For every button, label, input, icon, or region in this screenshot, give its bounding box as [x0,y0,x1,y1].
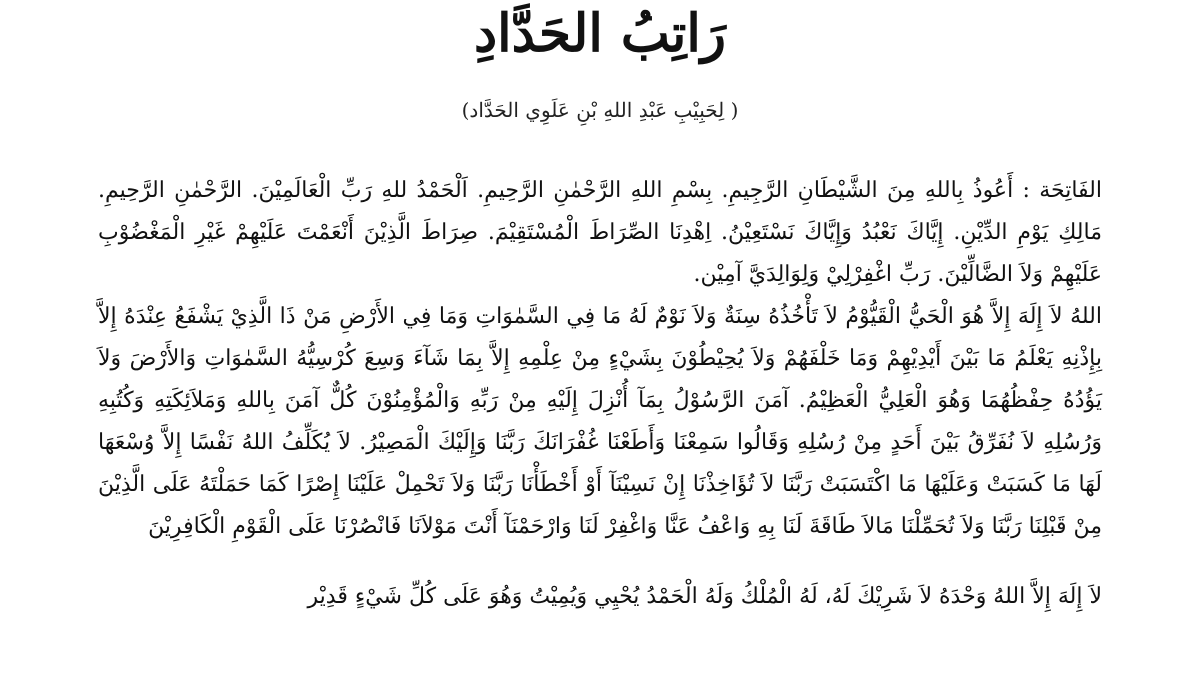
text-body [98,170,1102,618]
tahlil-paragraph: لاَ إِلَهَ إِلاَّ اللهُ وَحْدَهُ لاَ شَرِيْكَ لَهُ، لَهُ الْمُلْكُ وَلَهُ الْحَمْدُ يُحْيِي وَيُمِيْتُ وَهُوَ عَلَى كُلِّ شَيْءٍ قَدِيْر [307,584,1102,609]
fatiha-paragraph: الفَاتِحَة : أَعُوذُ بِاللهِ مِنَ الشَّيْطَانِ الرَّجِيمِ. بِسْمِ اللهِ الرَّحْمٰنِ الرَّحِيمِ. اَلْحَمْدُ للهِ رَبِّ الْعَالَمِيْنَ. الرَّحْمٰنِ الرَّحِيمِ. مَالِكِ يَوْمِ الدِّيْنِ. إِيَّاكَ نَعْبُدُ وَإِيَّاكَ نَسْتَعِيْنُ. اِهْدِنَا الصِّرَاطَ الْمُسْتَقِيْمَ. صِرَاطَ الَّذِيْنَ أَنْعَمْتَ عَلَيْهِمْ غَيْرِ الْمَغْضُوْبِ عَلَيْهِمْ وَلاَ الضَّالِّيْنَ. رَبِّ اغْفِرْلِيْ وَلِوَالِدَيَّ آمِيْن. [98,178,1102,287]
page-title: رَاتِبُ الحَدَّادِ [474,3,726,64]
paragraph-gap [98,548,1102,576]
page-subtitle: ( لِحَبِيْبِ عَبْدِ اللهِ بْنِ عَلَوِي الحَدَّاد) [461,98,739,122]
ayat-kursi-paragraph: اللهُ لاَ إِلَهَ إِلاَّ هُوَ الْحَيُّ الْقَيُّوْمُ لاَ تَأْخُذُهُ سِنَةٌ وَلاَ نَوْمٌ لَهُ مَا فِي السَّمٰوَاتِ وَمَا فِي الأَرْضِ مَنْ ذَا الَّذِيْ يَشْفَعُ عِنْدَهُ إِلاَّ بِإِذْنِهِ يَعْلَمُ مَا بَيْنَ أَيْدِيْهِمْ وَمَا خَلْفَهُمْ وَلاَ يُحِيْطُوْنَ بِشَيْءٍ مِنْ عِلْمِهِ إِلاَّ بِمَا شَآءَ وَسِعَ كُرْسِيُّهُ السَّمٰوَاتِ وَالأَرْضَ وَلاَ يَؤُدُهُ حِفْظُهُمَا وَهُوَ الْعَلِيُّ الْعَظِيْمُ. آمَنَ الرَّسُوْلُ بِمَآ أُنْزِلَ إِلَيْهِ مِنْ رَبِّهِ وَالْمُؤْمِنُوْنَ كُلٌّ آمَنَ بِاللهِ وَمَلاَئِكَتِهِ وَكُتُبِهِ وَرُسُلِهِ لاَ نُفَرِّقُ بَيْنَ أَحَدٍ مِنْ رُسُلِهِ وَقَالُوا سَمِعْنَا وَأَطَعْنَا غُفْرَانَكَ رَبَّنَا وَإِلَيْكَ الْمَصِيْرُ. لاَ يُكَلِّفُ اللهُ نَفْسًا إِلاَّ وُسْعَهَا لَهَا مَا كَسَبَتْ وَعَلَيْهَا مَا اكْتَسَبَتْ رَبَّنَا لاَ تُؤَاخِذْنَا إِنْ نَسِيْنَآ أَوْ أَخْطَأْنَا رَبَّنَا وَلاَ تَحْمِلْ عَلَيْنَا إِصْرًا كَمَا حَمَلْتَهُ عَلَى الَّذِيْنَ مِنْ قَبْلِنَا رَبَّنَا وَلاَ تُحَمِّلْنَا مَالاَ طَاقَةَ لَنَا بِهِ وَاعْفُ عَنَّا وَاغْفِرْ لَنَا وَارْحَمْنَآ أَنْتَ مَوْلاَنَا فَانْصُرْنَا عَلَى الْقَوْمِ الْكَافِرِيْنَ [98,304,1102,539]
